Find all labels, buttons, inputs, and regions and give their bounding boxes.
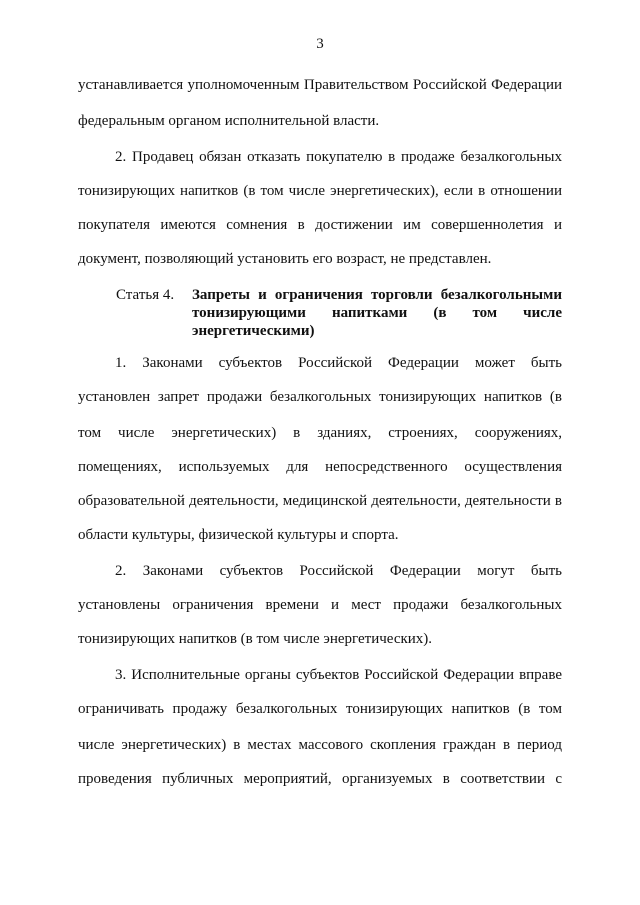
text-line: устанавливается уполномоченным Правительством Российской Федерации xyxy=(78,77,562,93)
text-line: проведения публичных мероприятий, организуемых в соответствии с xyxy=(78,771,562,787)
article-label: Статья 4. xyxy=(116,287,175,303)
text-line: образовательной деятельности, медицинской деятельности, деятельности в xyxy=(78,493,562,509)
text-line: области культуры, физической культуры и спорта. xyxy=(78,527,399,543)
text-line: том числе энергетических) в зданиях, строениях, сооружениях, xyxy=(78,425,562,441)
text-line: покупателя имеются сомнения в достижении им совершеннолетия и xyxy=(78,217,562,233)
article-title-line: тонизирующими напитками (в том числе xyxy=(192,305,562,321)
text-line: тонизирующих напитков (в том числе энергетических), если в отношении xyxy=(78,183,562,199)
text-line: установлены ограничения времени и мест продажи безалкогольных xyxy=(78,597,562,613)
paragraph-first-line: 2. Законами субъектов Российской Федерации могут быть xyxy=(115,563,562,579)
article-title-line: энергетическими) xyxy=(192,323,315,339)
text-line: помещениях, используемых для непосредственного осуществления xyxy=(78,459,562,475)
text-line: тонизирующих напитков (в том числе энергетических). xyxy=(78,631,433,647)
text-line: числе энергетических) в местах массового скопления граждан в период xyxy=(78,737,562,753)
article-title xyxy=(192,286,562,340)
paragraph-first-line: 2. Продавец обязан отказать покупателю в продаже безалкогольных xyxy=(115,149,562,165)
paragraph-first-line: 1. Законами субъектов Российской Федерации может быть xyxy=(115,355,562,371)
article-title-line: Запреты и ограничения торговли безалкогольными xyxy=(192,287,562,303)
paragraph-first-line: 3. Исполнительные органы субъектов Российской Федерации вправе xyxy=(115,667,562,683)
text-line: документ, позволяющий установить его возраст, не представлен. xyxy=(78,251,492,267)
text-line: установлен запрет продажи безалкогольных тонизирующих напитков (в xyxy=(78,389,562,405)
page-number: 3 xyxy=(316,36,324,52)
text-line: ограничивать продажу безалкогольных тонизирующих напитков (в том xyxy=(78,701,562,717)
text-line: федеральным органом исполнительной власти. xyxy=(78,113,380,129)
